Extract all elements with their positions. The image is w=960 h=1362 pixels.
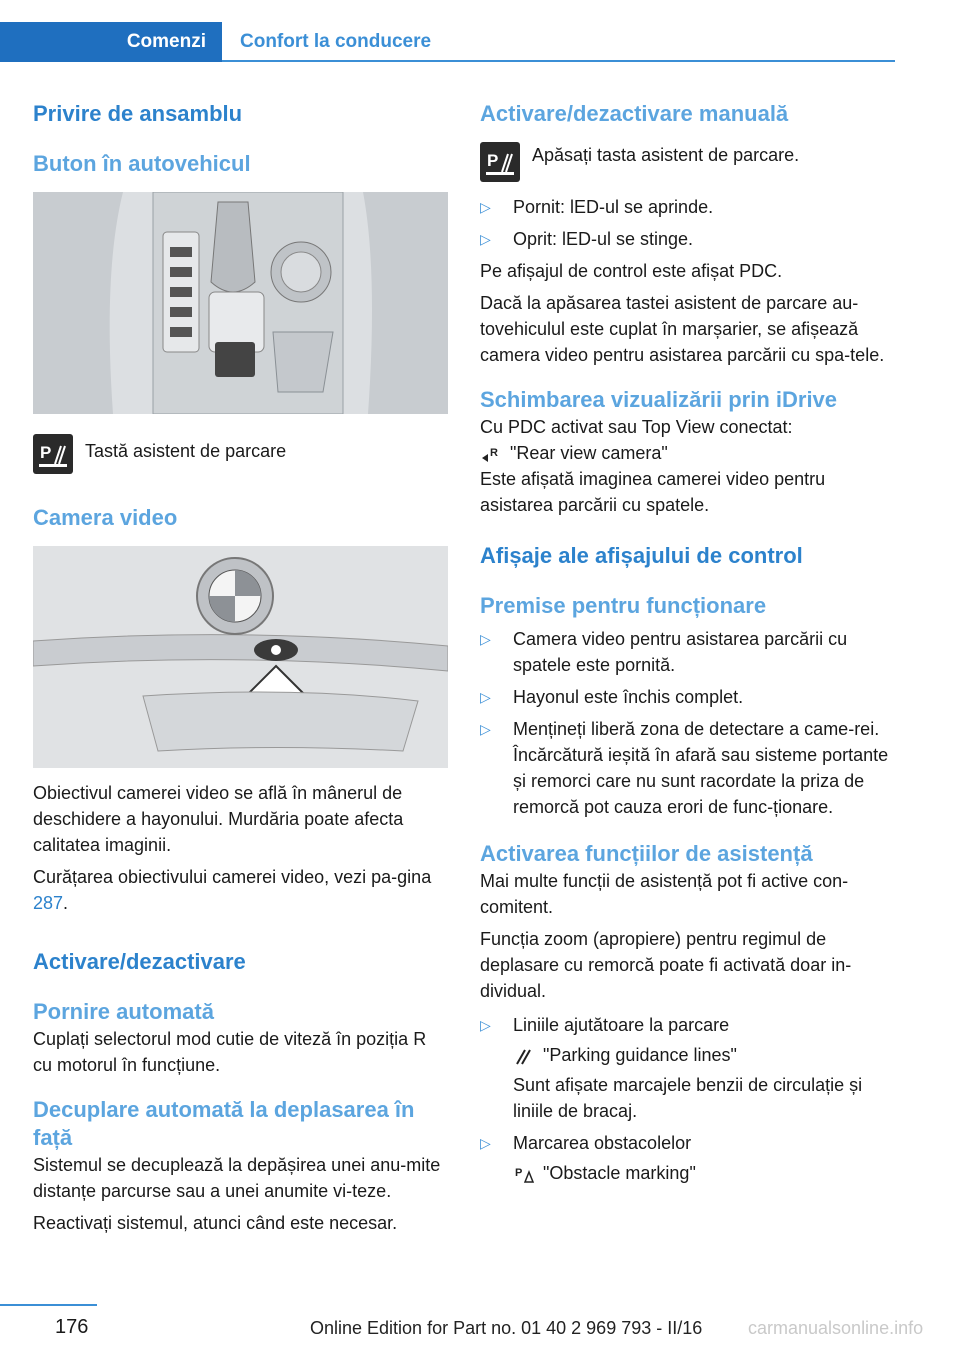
heading-idrive: Schimbarea vizualizării prin iDrive [480,387,838,412]
list-item [480,626,895,678]
pdc-text: Pe afișajul de control este afișat PDC. [480,261,783,281]
prereq-list [480,626,895,820]
obstacle-menu-row [513,1160,895,1186]
rear-view-description: Este afișată imaginea camerei video pentru asistarea parcării cu spatele. [480,469,826,515]
triangle-bullet-icon: ▷ [480,689,491,705]
list-item-text: Oprit: lED-ul se stinge. [513,229,694,249]
guidance-title: Liniile ajutătoare la parcare [513,1015,730,1035]
list-item-text: Mențineți liberă zona de detectare a came‐rei. Încărcătură ieșită în afară sau sisteme portante și remorci care nu sunt racordate la priza de remorcă pot cauza erori de func‐ționare. [513,719,889,817]
list-item-text: Camera video pentru asistarea parcării cu spatele este pornită. [513,629,848,675]
page-287-link[interactable]: 287 [33,893,64,913]
obstacle-title: Marcarea obstacolelor [513,1133,692,1153]
edition-text: Online Edition for Part no. 01 40 2 969 793 - II/16 [310,1318,703,1338]
triangle-bullet-icon: ▷ [480,1017,491,1033]
list-item [480,1130,895,1186]
triangle-bullet-icon: ▷ [480,199,491,215]
tab-confort-la-conducere[interactable]: Confort la conducere [240,31,432,52]
guidance-lines-icon [513,1046,535,1066]
manual-list [480,194,895,252]
right-column [480,100,895,1186]
cleaning-reference: Curățarea obiectivului camerei video, vezi pa‐gina 287. [33,867,432,913]
heading-activation: Activare/dezactivare [33,949,246,974]
heading-camera: Camera video [33,505,178,530]
reactivate-text: Reactivați sistemul, atunci când este necesar. [33,1213,398,1233]
page-header [0,22,895,62]
heading-assist-functions: Activarea funcțiilor de asistență [480,841,813,866]
heading-displays: Afișaje ale afișajului de control [480,543,803,568]
console-illustration [33,192,448,414]
heading-prerequisites: Premise pentru funcționare [480,593,767,618]
assist-text: Mai multe funcții de asistență pot fi active con‐comitent. [480,871,849,917]
svg-text:P: P [487,151,499,170]
rear-view-menu [480,440,895,466]
heading-manual: Activare/dezactivare manuală [480,101,789,126]
parking-assist-button-row [33,434,448,474]
tailgate-illustration [33,546,448,768]
tab-comenzi[interactable]: Comenzi [0,22,222,62]
list-item [480,716,895,820]
header-rule [222,60,895,62]
list-item [480,194,895,220]
obstacle-menu-label: "Obstacle marking" [543,1163,696,1183]
parking-assist-caption: Tastă asistent de parcare [85,441,287,461]
heading-button-in-vehicle: Buton în autovehicul [33,151,251,176]
auto-off-text: Sistemul se decuplează la depășirea unei anu‐mite distanțe parcurse sau a unei anumite vi‐teze. [33,1155,441,1201]
svg-text:P: P [40,443,52,462]
parking-assist-icon [33,434,73,474]
assist-list [480,1012,895,1186]
heading-overview: Privire de ansamblu [33,101,243,126]
watermark: carmanualsonline.info [748,1318,924,1338]
triangle-bullet-icon: ▷ [480,721,491,737]
rear-camera-icon [480,444,502,464]
page-number: 176 [55,1316,89,1338]
camera-location-text: Obiectivul camerei video se află în mânerul de deschidere a hayonului. Murdăria poate afecta calitatea imaginii. [33,783,404,855]
console-photo [33,192,448,414]
zoom-text: Funcția zoom (apropiere) pentru regimul de deplasare cu remorcă poate fi activată doar in‐dividual. [480,929,852,1001]
list-item [480,1012,895,1124]
parking-assist-icon [480,142,520,182]
list-item-text: Pornit: lED-ul se aprinde. [513,197,714,217]
reverse-text: Dacă la apăsarea tastei asistent de parcare au‐tovehiculul este cuplat în marșarier, se afișează camera video pentru asistarea parcării cu spa‐tele. [480,293,885,365]
heading-auto-on: Pornire automată [33,999,214,1024]
rear-view-label: "Rear view camera" [510,443,668,463]
triangle-bullet-icon: ▷ [480,1135,491,1151]
footer-rule [0,1304,97,1306]
guidance-menu-row [513,1042,895,1068]
camera-photo [33,546,448,768]
heading-auto-off: Decuplare automată la deplasarea în față [33,1097,415,1150]
cleaning-text: Curățarea obiectivului camerei video, vezi pa‐gina [33,867,432,887]
guidance-menu-label: "Parking guidance lines" [543,1045,737,1065]
left-column [33,100,448,1236]
obstacle-marking-icon [513,1164,535,1184]
svg-text:P: P [515,1167,523,1180]
auto-on-text: Cuplați selectorul mod cutie de viteză în poziția R cu motorul în funcțiune. [33,1029,427,1075]
manual-instruction: Apăsați tasta asistent de parcare. [532,145,800,165]
guidance-description: Sunt afișate marcajele benzii de circulație și liniile de bracaj. [513,1075,863,1121]
idrive-text: Cu PDC activat sau Top View conectat: [480,417,793,437]
triangle-bullet-icon: ▷ [480,631,491,647]
manual-instruction-row [480,142,895,182]
list-item [480,684,895,710]
triangle-bullet-icon: ▷ [480,231,491,247]
list-item-text: Hayonul este închis complet. [513,687,744,707]
svg-text:R: R [490,447,498,460]
list-item [480,226,895,252]
